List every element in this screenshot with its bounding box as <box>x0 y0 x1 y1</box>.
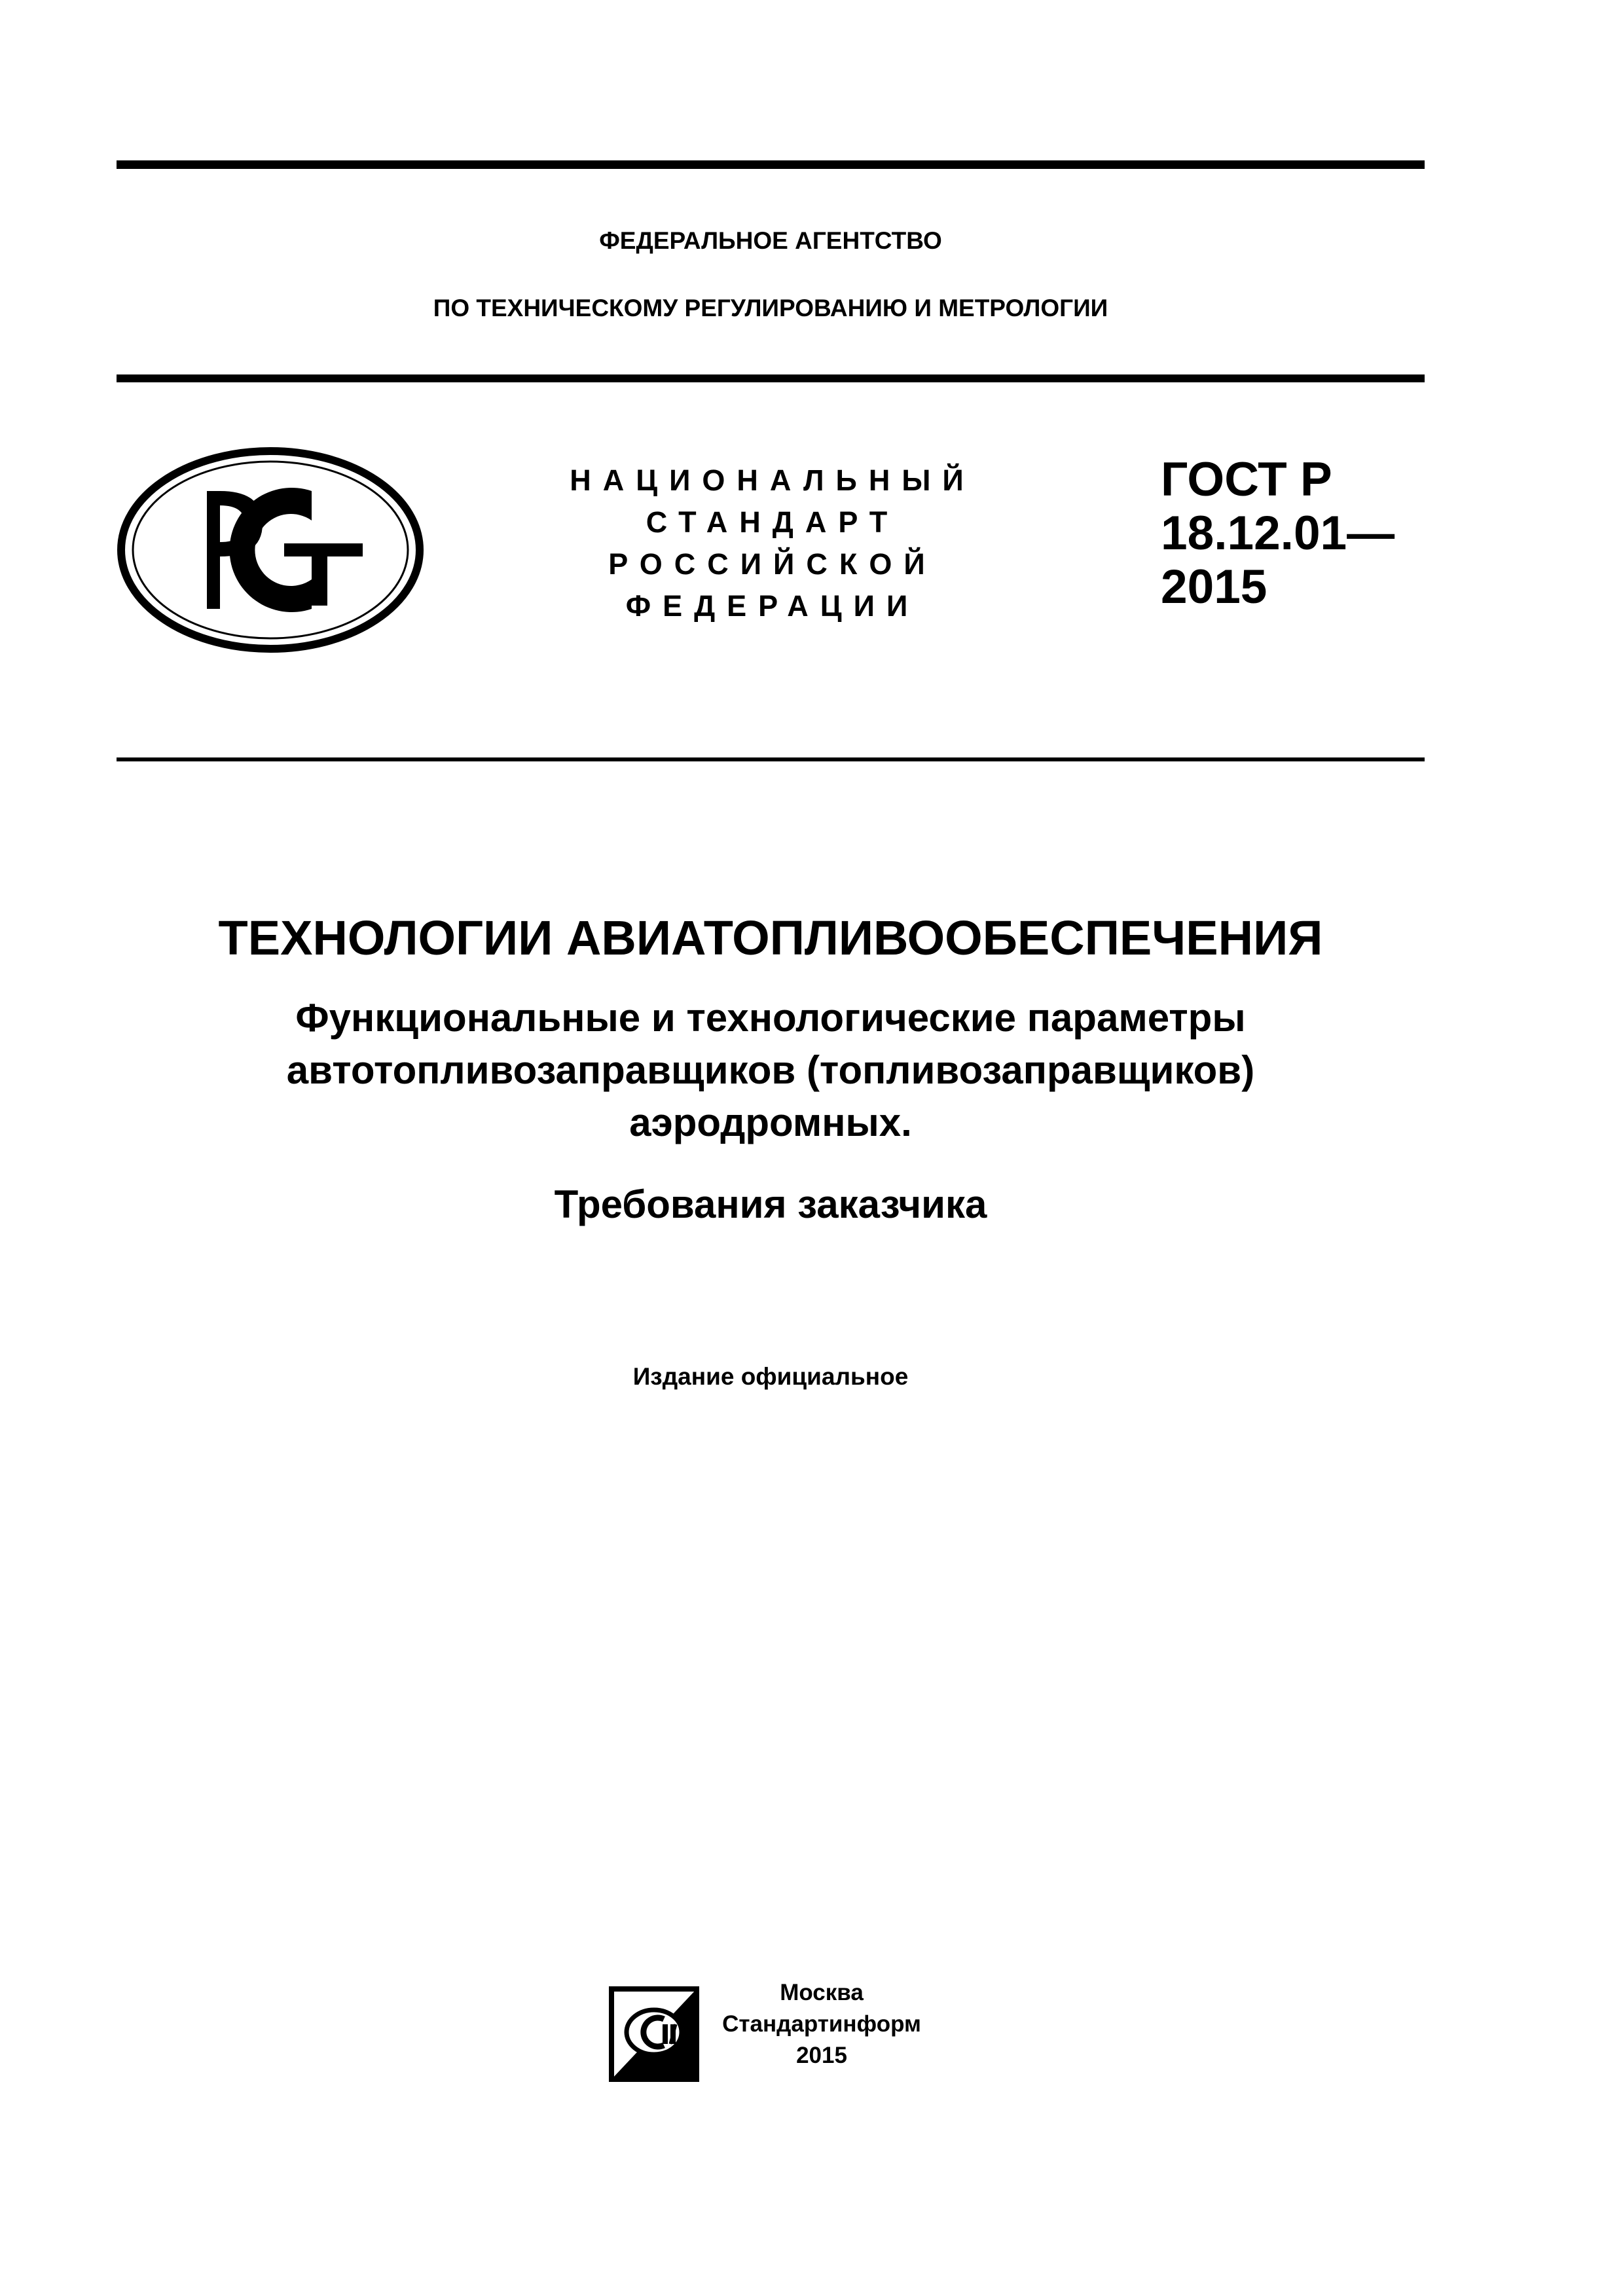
agency-name-line2: ПО ТЕХНИЧЕСКОМУ РЕГУЛИРОВАНИЮ И МЕТРОЛОГИИ <box>433 295 1108 321</box>
standard-code-line3: 2015 <box>1161 560 1267 613</box>
publisher-city: Москва <box>780 1980 864 2005</box>
agency-name-line1: ФЕДЕРАЛЬНОЕ АГЕНТСТВО <box>599 227 942 254</box>
publisher-year: 2015 <box>796 2043 847 2068</box>
standartinform-logo-icon <box>608 1985 701 2083</box>
publisher-name: Стандартинформ <box>722 2011 921 2037</box>
document-subtitle-line: аэродромных. <box>629 1101 912 1144</box>
national-standard-line: РОССИЙСКОЙ <box>608 547 937 581</box>
standard-code-line1: ГОСТ Р <box>1161 453 1332 506</box>
national-standard-label <box>537 460 1008 627</box>
agency-rule <box>117 374 1425 382</box>
document-subtitle-line: автотопливозаправщиков (топливозаправщиков) <box>286 1048 1255 1092</box>
edition-label: Издание официальное <box>632 1363 909 1390</box>
document-requirement-title: Требования заказчика <box>554 1182 987 1226</box>
publisher-block <box>714 1977 930 2071</box>
national-standard-line: ФЕДЕРАЦИИ <box>625 589 920 623</box>
gost-r-logo-icon <box>115 445 426 655</box>
national-standard-line: СТАНДАРТ <box>646 505 900 539</box>
standard-code <box>1161 453 1395 614</box>
document-subtitle-line: Функциональные и технологические параметры <box>295 996 1246 1040</box>
top-rule <box>117 160 1425 169</box>
document-title: ТЕХНОЛОГИИ АВИАТОПЛИВООБЕСПЕЧЕНИЯ <box>218 911 1323 965</box>
standard-code-line2: 18.12.01— <box>1161 507 1395 560</box>
national-standard-line: НАЦИОНАЛЬНЫЙ <box>570 464 976 497</box>
header-rule <box>117 757 1425 761</box>
